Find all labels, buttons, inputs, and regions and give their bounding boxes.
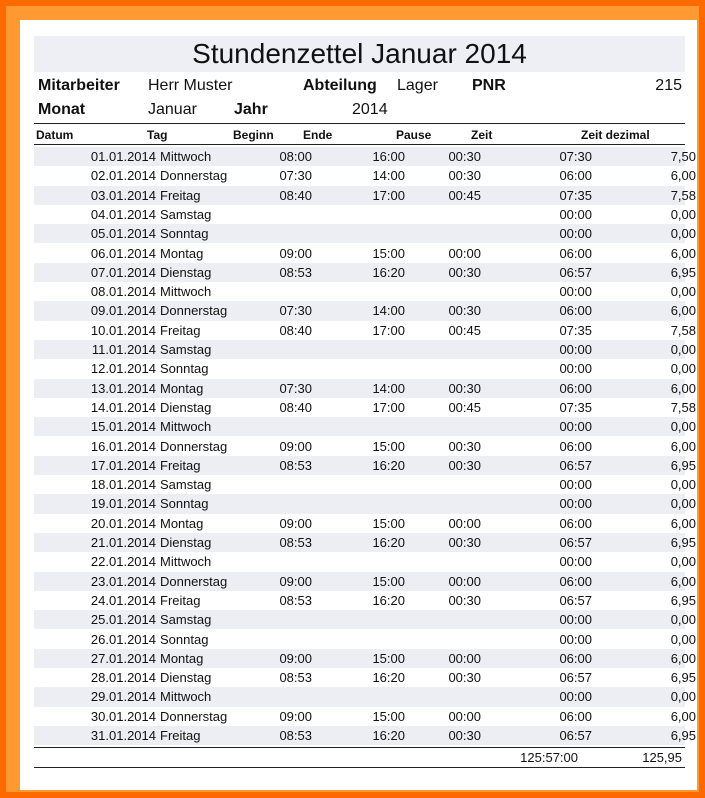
cell-zeit-dezimal: 6,00 <box>670 708 696 724</box>
cell-tag: Dienstag <box>160 535 212 550</box>
cell-zeit-dezimal: 6,00 <box>670 168 696 184</box>
cell-datum: 09.01.2014 <box>90 303 156 319</box>
cell-zeit-dezimal: 0,00 <box>670 419 696 435</box>
table-row <box>34 359 696 378</box>
cell-tag: Freitag <box>160 592 201 608</box>
cell-beginn: 08:00 <box>279 149 312 164</box>
cell-pause: 00:30 <box>448 168 481 184</box>
table-row <box>34 572 696 591</box>
total-zeit: 125:57:00 <box>520 750 578 765</box>
cell-tag: Dienstag <box>160 264 212 280</box>
table-row <box>34 630 696 649</box>
cell-pause: 00:45 <box>448 399 481 415</box>
cell-tag: Samstag <box>160 206 212 222</box>
cell-tag: Mittwoch <box>160 554 212 570</box>
table-row <box>34 147 696 166</box>
cell-zeit: 06:57 <box>559 264 592 280</box>
cell-zeit-dezimal: 6,00 <box>670 573 696 589</box>
cell-datum: 18.01.2014 <box>90 477 156 493</box>
cell-zeit-dezimal: 0,00 <box>670 206 696 222</box>
table-row <box>34 668 696 687</box>
cell-datum: 22.01.2014 <box>90 554 156 570</box>
monat-label: Monat <box>38 101 86 118</box>
cell-beginn: 08:53 <box>279 670 312 686</box>
cell-datum: 19.01.2014 <box>90 496 156 512</box>
col-header-zeit: Zeit <box>471 128 493 142</box>
cell-pause: 00:45 <box>448 187 481 203</box>
table-row <box>34 456 696 475</box>
header-top-rule <box>34 123 685 124</box>
cell-ende: 16:20 <box>372 457 405 473</box>
cell-beginn: 09:00 <box>279 650 312 666</box>
col-header-tag: Tag <box>147 128 168 142</box>
cell-beginn: 09:00 <box>279 245 312 261</box>
cell-ende: 17:00 <box>372 322 405 338</box>
cell-tag: Donnerstag <box>160 708 228 724</box>
cell-tag: Dienstag <box>160 399 212 415</box>
cell-zeit-dezimal: 6,95 <box>670 457 696 473</box>
table-row <box>34 340 696 359</box>
cell-zeit-dezimal: 0,00 <box>670 477 696 493</box>
header-bottom-rule <box>34 144 685 145</box>
cell-datum: 29.01.2014 <box>90 689 156 705</box>
table-row <box>34 475 696 494</box>
page-title: Stundenzettel Januar 2014 <box>34 36 685 72</box>
cell-tag: Samstag <box>160 612 212 628</box>
table-row <box>34 417 696 436</box>
cell-zeit: 00:00 <box>559 496 592 512</box>
cell-zeit-dezimal: 0,00 <box>670 554 696 570</box>
cell-zeit: 00:00 <box>559 689 592 705</box>
cell-datum: 05.01.2014 <box>90 226 156 242</box>
cell-beginn: 08:53 <box>279 457 312 473</box>
cell-datum: 06.01.2014 <box>90 245 156 261</box>
cell-datum: 15.01.2014 <box>90 419 156 435</box>
timesheet <box>20 20 697 790</box>
cell-zeit-dezimal: 6,95 <box>670 264 696 280</box>
cell-datum: 12.01.2014 <box>90 361 156 377</box>
totals-rule <box>34 747 685 748</box>
cell-tag: Montag <box>160 515 204 531</box>
cell-tag: Donnerstag <box>160 168 228 184</box>
cell-zeit-dezimal: 0,00 <box>670 689 696 705</box>
cell-zeit: 06:00 <box>559 573 592 589</box>
table-row <box>34 244 696 263</box>
cell-pause: 00:00 <box>448 245 481 261</box>
col-header-ende: Ende <box>303 128 333 142</box>
cell-tag: Freitag <box>160 728 201 743</box>
cell-zeit: 00:00 <box>559 477 592 493</box>
jahr-label: Jahr <box>234 101 268 118</box>
cell-datum: 31.01.2014 <box>90 728 156 743</box>
abteilung-value: Lager <box>397 77 438 94</box>
cell-zeit-dezimal: 6,00 <box>670 515 696 531</box>
cell-tag: Donnerstag <box>160 303 228 319</box>
cell-zeit: 06:57 <box>559 457 592 473</box>
cell-zeit-dezimal: 6,00 <box>670 438 696 454</box>
cell-tag: Montag <box>160 650 204 666</box>
cell-datum: 02.01.2014 <box>90 168 156 184</box>
cell-pause: 00:00 <box>448 515 481 531</box>
table-row <box>34 301 696 320</box>
cell-tag: Mittwoch <box>160 149 212 164</box>
cell-ende: 14:00 <box>372 168 405 184</box>
table-row <box>34 437 696 456</box>
cell-tag: Sonntag <box>160 226 209 242</box>
table-row <box>34 186 696 205</box>
abteilung-label: Abteilung <box>303 77 377 94</box>
cell-datum: 27.01.2014 <box>90 650 156 666</box>
cell-ende: 16:20 <box>372 592 405 608</box>
cell-datum: 03.01.2014 <box>90 187 156 203</box>
cell-zeit: 07:30 <box>559 149 592 164</box>
cell-zeit: 07:35 <box>559 399 592 415</box>
cell-zeit: 06:00 <box>559 380 592 396</box>
cell-pause: 00:30 <box>448 535 481 550</box>
cell-zeit: 00:00 <box>559 226 592 242</box>
pnr-label: PNR <box>472 77 506 94</box>
cell-zeit-dezimal: 6,00 <box>670 380 696 396</box>
cell-datum: 21.01.2014 <box>90 535 156 550</box>
cell-tag: Sonntag <box>160 361 209 377</box>
cell-zeit: 00:00 <box>559 554 592 570</box>
cell-datum: 25.01.2014 <box>90 612 156 628</box>
cell-zeit-dezimal: 0,00 <box>670 612 696 628</box>
cell-pause: 00:30 <box>448 264 481 280</box>
cell-datum: 20.01.2014 <box>90 515 156 531</box>
table-row <box>34 707 696 726</box>
cell-pause: 00:30 <box>448 592 481 608</box>
cell-zeit-dezimal: 6,00 <box>670 650 696 666</box>
cell-datum: 01.01.2014 <box>90 149 156 164</box>
cell-ende: 15:00 <box>372 650 405 666</box>
cell-tag: Dienstag <box>160 670 212 686</box>
table-row <box>34 494 696 513</box>
cell-zeit: 06:00 <box>559 708 592 724</box>
cell-zeit: 06:57 <box>559 728 592 743</box>
cell-datum: 26.01.2014 <box>90 631 156 647</box>
jahr-value: 2014 <box>352 101 388 118</box>
cell-pause: 00:30 <box>448 149 481 164</box>
table-row <box>34 649 696 668</box>
cell-ende: 16:00 <box>372 149 405 164</box>
cell-pause: 00:30 <box>448 670 481 686</box>
cell-ende: 15:00 <box>372 708 405 724</box>
cell-tag: Samstag <box>160 477 212 493</box>
cell-ende: 15:00 <box>372 245 405 261</box>
cell-zeit: 06:00 <box>559 168 592 184</box>
cell-zeit-dezimal: 0,00 <box>670 631 696 647</box>
cell-zeit-dezimal: 0,00 <box>670 361 696 377</box>
table-row <box>34 514 696 533</box>
cell-tag: Freitag <box>160 457 201 473</box>
cell-tag: Freitag <box>160 187 201 203</box>
table-row <box>34 282 696 301</box>
cell-zeit-dezimal: 6,95 <box>670 592 696 608</box>
cell-zeit: 00:00 <box>559 631 592 647</box>
cell-tag: Samstag <box>160 342 212 357</box>
cell-zeit-dezimal: 7,58 <box>670 187 696 203</box>
bottom-rule <box>34 767 685 768</box>
table-row <box>34 610 696 629</box>
cell-zeit-dezimal: 7,50 <box>670 149 696 164</box>
cell-datum: 24.01.2014 <box>90 592 156 608</box>
table-row <box>34 591 696 610</box>
cell-datum: 17.01.2014 <box>90 457 156 473</box>
cell-datum: 11.01.2014 <box>91 342 156 357</box>
table-row <box>34 533 696 552</box>
cell-pause: 00:30 <box>448 438 481 454</box>
cell-datum: 07.01.2014 <box>90 264 156 280</box>
cell-zeit: 06:57 <box>559 535 592 550</box>
cell-ende: 16:20 <box>372 670 405 686</box>
cell-ende: 14:00 <box>372 380 405 396</box>
cell-zeit: 06:00 <box>559 438 592 454</box>
table-row <box>34 205 696 224</box>
cell-tag: Montag <box>160 245 204 261</box>
cell-zeit-dezimal: 6,95 <box>670 670 696 686</box>
cell-datum: 14.01.2014 <box>90 399 156 415</box>
cell-tag: Sonntag <box>160 631 209 647</box>
cell-zeit-dezimal: 6,00 <box>670 245 696 261</box>
cell-datum: 16.01.2014 <box>90 438 156 454</box>
cell-ende: 15:00 <box>372 573 405 589</box>
cell-zeit: 07:35 <box>559 322 592 338</box>
cell-zeit: 06:00 <box>559 303 592 319</box>
cell-ende: 16:20 <box>372 728 405 743</box>
table-row <box>34 726 696 745</box>
cell-zeit: 00:00 <box>559 612 592 628</box>
cell-zeit-dezimal: 7,58 <box>670 399 696 415</box>
cell-datum: 23.01.2014 <box>90 573 156 589</box>
cell-beginn: 08:40 <box>279 322 312 338</box>
table-row <box>34 263 696 282</box>
mitarbeiter-label: Mitarbeiter <box>38 77 120 94</box>
cell-beginn: 08:53 <box>279 728 312 743</box>
cell-zeit-dezimal: 6,00 <box>670 303 696 319</box>
cell-zeit: 06:00 <box>559 245 592 261</box>
cell-beginn: 07:30 <box>279 380 312 396</box>
cell-beginn: 08:40 <box>279 187 312 203</box>
table-row <box>34 166 696 185</box>
cell-ende: 15:00 <box>372 438 405 454</box>
cell-zeit: 00:00 <box>559 342 592 357</box>
table-row <box>34 321 696 340</box>
cell-datum: 04.01.2014 <box>90 206 156 222</box>
cell-tag: Mittwoch <box>160 689 212 705</box>
cell-ende: 14:00 <box>372 303 405 319</box>
cell-ende: 16:20 <box>372 264 405 280</box>
cell-zeit-dezimal: 0,00 <box>670 496 696 512</box>
monat-value: Januar <box>148 101 197 118</box>
cell-pause: 00:45 <box>448 322 481 338</box>
cell-ende: 17:00 <box>372 399 405 415</box>
cell-beginn: 08:40 <box>279 399 312 415</box>
cell-pause: 00:00 <box>448 573 481 589</box>
cell-datum: 13.01.2014 <box>90 380 156 396</box>
cell-datum: 30.01.2014 <box>90 708 156 724</box>
cell-zeit: 07:35 <box>559 187 592 203</box>
cell-pause: 00:30 <box>448 380 481 396</box>
cell-pause: 00:30 <box>448 457 481 473</box>
cell-beginn: 08:53 <box>279 592 312 608</box>
cell-zeit: 06:57 <box>559 670 592 686</box>
cell-pause: 00:00 <box>448 708 481 724</box>
cell-zeit: 06:00 <box>559 650 592 666</box>
cell-tag: Sonntag <box>160 496 209 512</box>
cell-ende: 15:00 <box>372 515 405 531</box>
cell-zeit-dezimal: 6,95 <box>670 535 696 550</box>
outer-frame <box>6 6 699 792</box>
table-row <box>34 552 696 571</box>
cell-zeit-dezimal: 0,00 <box>670 284 696 300</box>
cell-beginn: 07:30 <box>279 303 312 319</box>
cell-zeit-dezimal: 0,00 <box>670 226 696 242</box>
cell-tag: Freitag <box>160 322 201 338</box>
table-row <box>34 224 696 243</box>
cell-zeit: 06:00 <box>559 515 592 531</box>
cell-beginn: 08:53 <box>279 264 312 280</box>
cell-zeit-dezimal: 7,58 <box>670 322 696 338</box>
table-row <box>34 687 696 706</box>
cell-tag: Mittwoch <box>160 284 212 300</box>
cell-zeit: 00:00 <box>559 284 592 300</box>
cell-zeit: 00:00 <box>559 361 592 377</box>
cell-zeit-dezimal: 0,00 <box>670 342 696 357</box>
cell-zeit-dezimal: 6,95 <box>670 728 696 743</box>
col-header-datum: Datum <box>36 128 74 142</box>
cell-tag: Donnerstag <box>160 438 228 454</box>
cell-ende: 17:00 <box>372 187 405 203</box>
cell-datum: 28.01.2014 <box>90 670 156 686</box>
cell-beginn: 07:30 <box>279 168 312 184</box>
total-zeit-dezimal: 125,95 <box>642 750 682 765</box>
cell-beginn: 09:00 <box>279 708 312 724</box>
cell-tag: Montag <box>160 380 204 396</box>
cell-beginn: 08:53 <box>279 535 312 550</box>
cell-beginn: 09:00 <box>279 515 312 531</box>
cell-zeit: 00:00 <box>559 206 592 222</box>
cell-beginn: 09:00 <box>279 573 312 589</box>
table-row <box>34 398 696 417</box>
pnr-value: 215 <box>655 77 682 94</box>
col-header-zeit-dezimal: Zeit dezimal <box>581 128 650 142</box>
cell-pause: 00:30 <box>448 303 481 319</box>
mitarbeiter-value: Herr Muster <box>148 77 233 94</box>
cell-zeit: 00:00 <box>559 419 592 435</box>
col-header-beginn: Beginn <box>233 128 274 142</box>
cell-beginn: 09:00 <box>279 438 312 454</box>
cell-datum: 08.01.2014 <box>90 284 156 300</box>
table-row <box>34 379 696 398</box>
cell-tag: Donnerstag <box>160 573 228 589</box>
cell-pause: 00:30 <box>448 728 481 743</box>
col-header-pause: Pause <box>396 128 432 142</box>
cell-tag: Mittwoch <box>160 419 212 435</box>
cell-datum: 10.01.2014 <box>90 322 156 338</box>
cell-pause: 00:00 <box>448 650 481 666</box>
cell-ende: 16:20 <box>372 535 405 550</box>
cell-zeit: 06:57 <box>559 592 592 608</box>
